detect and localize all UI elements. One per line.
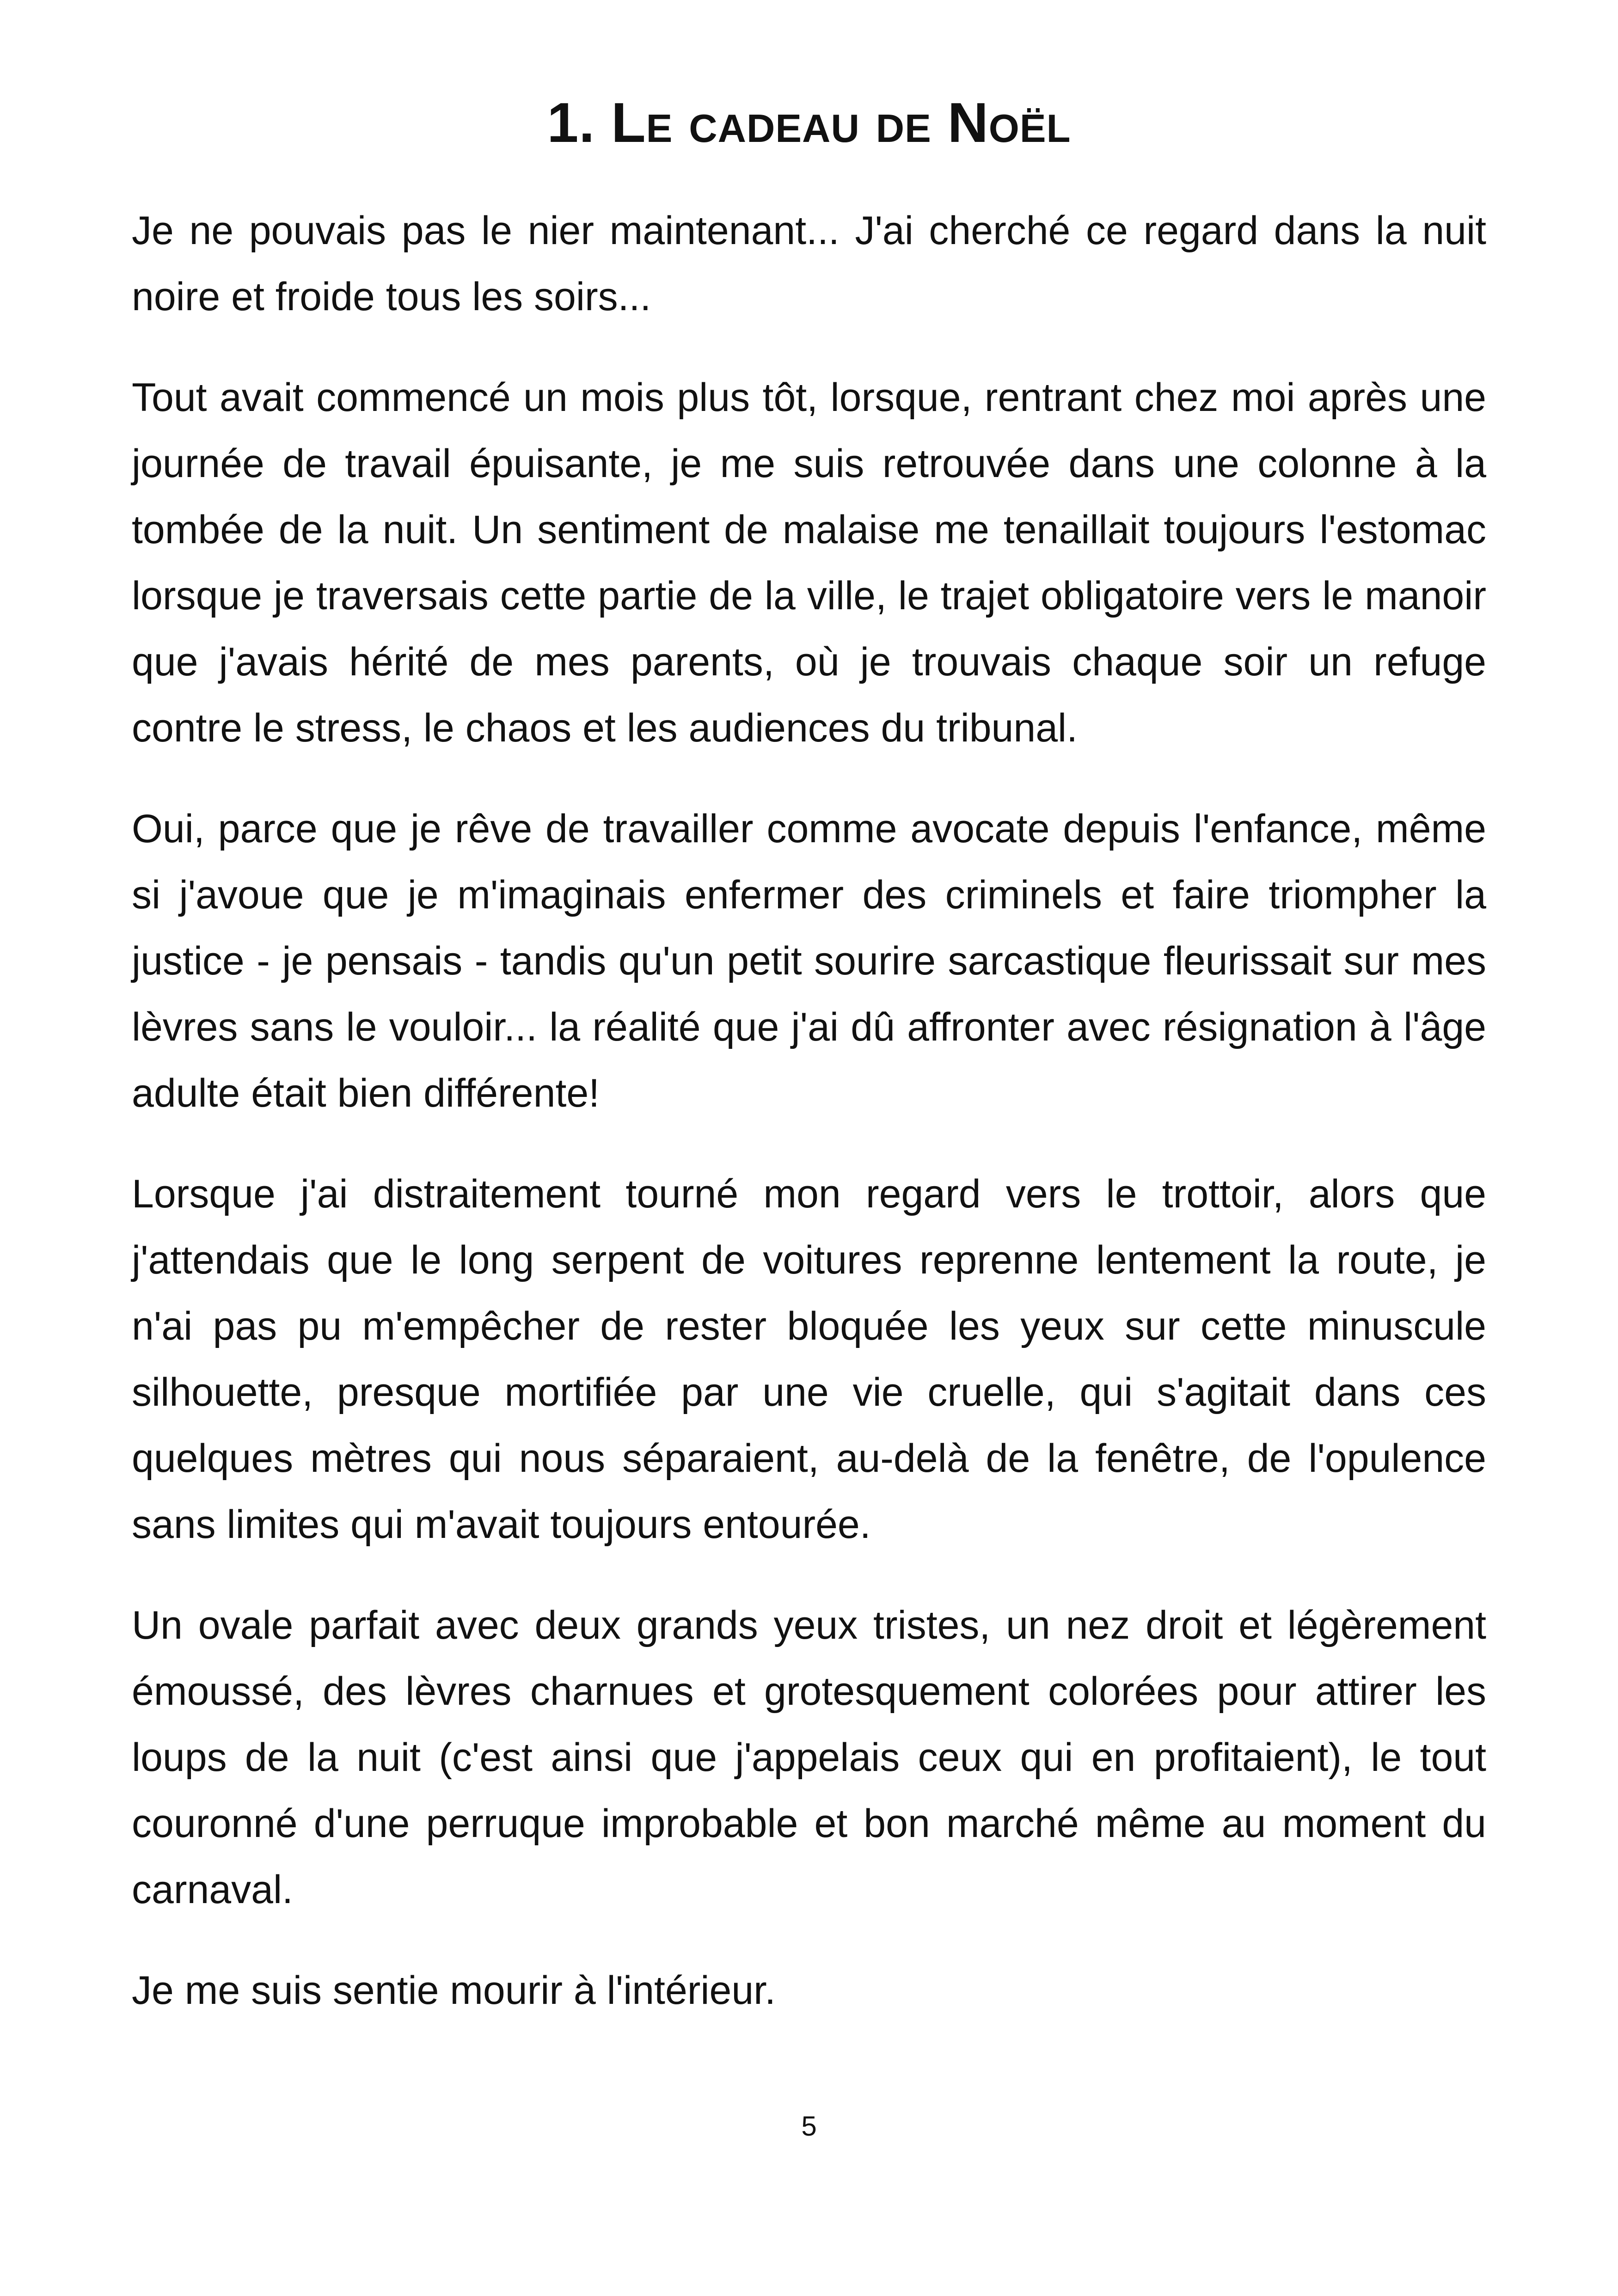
paragraph: Tout avait commencé un mois plus tôt, lorsque, rentrant chez moi après une journée de travail épuisante, je me suis retrouvée dans une colonne à la tombée de la nuit. Un sentiment de malaise me tenaillait toujours l'estomac lorsque je traversais cette partie de la ville, le trajet obligatoire vers le manoir que j'avais hérité de mes parents, où je trouvais chaque soir un refuge contre le stress, le chaos et les audiences du tribunal. <box>132 375 1486 750</box>
paragraph: Je ne pouvais pas le nier maintenant... J'ai cherché ce regard dans la nuit noire et froide tous les soirs... <box>132 208 1486 319</box>
page-number: 5 <box>801 2111 817 2142</box>
chapter-title: 1. Le cadeau de Noël <box>547 91 1071 154</box>
paragraph: Lorsque j'ai distraitement tourné mon regard vers le trottoir, alors que j'attendais que le long serpent de voitures reprenne lentement la route, je n'ai pas pu m'empêcher de rester bloquée les yeux sur cette minuscule silhouette, presque mortifiée par une vie cruelle, qui s'agitait dans ces quelques mètres qui nous séparaient, au-delà de la fenêtre, de l'opulence sans limites qui m'avait toujours entourée. <box>132 1172 1486 1547</box>
paragraph: Oui, parce que je rêve de travailler comme avocate depuis l'enfance, même si j'avoue que je m'imaginais enfermer des criminels et faire triompher la justice - je pensais - tandis qu'un petit sourire sarcastique fleurissait sur mes lèvres sans le vouloir... la réalité que j'ai dû affronter avec résignation à l'âge adulte était bien différente! <box>132 807 1486 1115</box>
paragraph: Je me suis sentie mourir à l'intérieur. <box>132 1968 776 2013</box>
chapter-body <box>132 198 1486 2058</box>
paragraph: Un ovale parfait avec deux grands yeux tristes, un nez droit et légèrement émoussé, des lèvres charnues et grotesquement colorées pour attirer les loups de la nuit (c'est ainsi que j'appelais ceux qui en profitaient), le tout couronné d'une perruque improbable et bon marché même au moment du carnaval. <box>132 1603 1486 1912</box>
